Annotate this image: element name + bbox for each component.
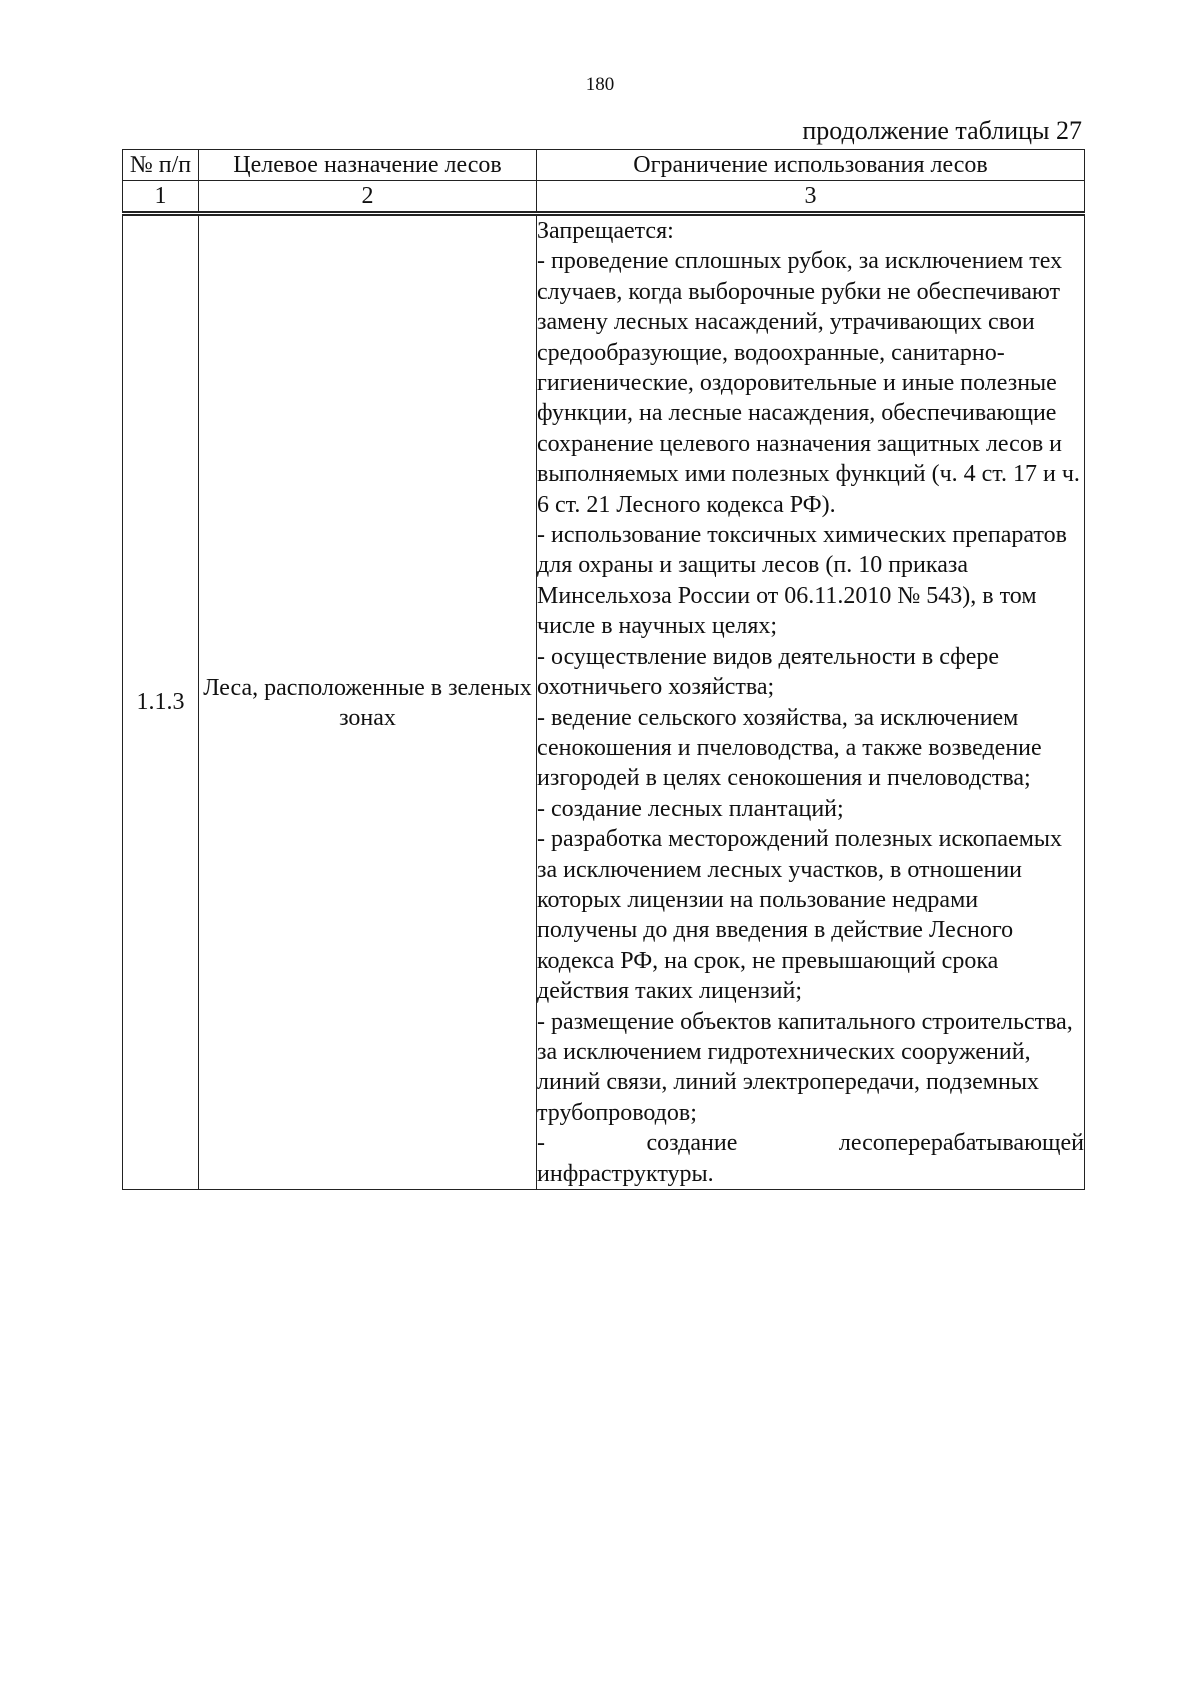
restriction-line: - использование токсичных химических препаратов для охраны и защиты лесов (п. 10 приказа Минсельхоза России от 06.11.2010 № 543), в том числе в научных целях; (537, 522, 1067, 640)
column-number-2: 2 (199, 181, 537, 214)
restriction-line: - осуществление видов деятельности в сфере охотничьего хозяйства; (537, 643, 1000, 701)
restriction-line: - ведение сельского хозяйства, за исключением сенокошения и пчеловодства, а также возведение изгородей в целях сенокошения и пчеловодства; (537, 704, 1042, 792)
row-purpose: Леса, расположенные в зеленых зонах (199, 214, 537, 1190)
header-restriction: Ограничение использования лесов (537, 150, 1085, 181)
column-number-row (123, 181, 1085, 214)
header-number: № п/п (123, 150, 199, 181)
restriction-line-tail: инфраструктуры. (537, 1160, 714, 1187)
restriction-line: - разработка месторождений полезных ископаемых за исключением лесных участков, в отношении которых лицензии на пользование недрами получены до дня введения в действие Лесного кодекса РФ, на срок, не превышающий срока действия таких лицензий; (537, 826, 1063, 1005)
row-restriction (537, 214, 1085, 1190)
header-purpose: Целевое назначение лесов (199, 150, 537, 181)
restriction-line: - проведение сплошных рубок, за исключением тех случаев, когда выборочные рубки не обеспечивают замену лесных насаждений, утрачивающих свои средообразующие, водоохранные, санитарно-гигиенические, оздоровительные и иные полезные функции, на лесные насаждения, обеспечивающие сохранение целевого назначения защитных лесов и выполняемых ими полезных функций (ч. 4 ст. 17 и ч. 6 ст. 21 Лесного кодекса РФ). (537, 248, 1080, 518)
restriction-line: Запрещается: (537, 218, 674, 244)
restriction-line-justified: - создание лесоперерабатывающей (537, 1130, 1084, 1157)
restriction-line: - размещение объектов капитального строительства, за исключением гидротехнических сооружений, линий связи, линий электропередачи, подземных трубопроводов; (537, 1008, 1073, 1126)
row-number: 1.1.3 (123, 214, 199, 1190)
table-row (123, 214, 1085, 1190)
restriction-line: - создание лесных плантаций; (537, 795, 844, 822)
column-number-3: 3 (537, 181, 1085, 214)
table-header-row (123, 150, 1085, 181)
column-number-1: 1 (123, 181, 199, 214)
page-number: 180 (585, 74, 615, 95)
forest-restrictions-table (122, 149, 1085, 1190)
table-continuation-caption: продолжение таблицы 27 (802, 116, 1082, 145)
